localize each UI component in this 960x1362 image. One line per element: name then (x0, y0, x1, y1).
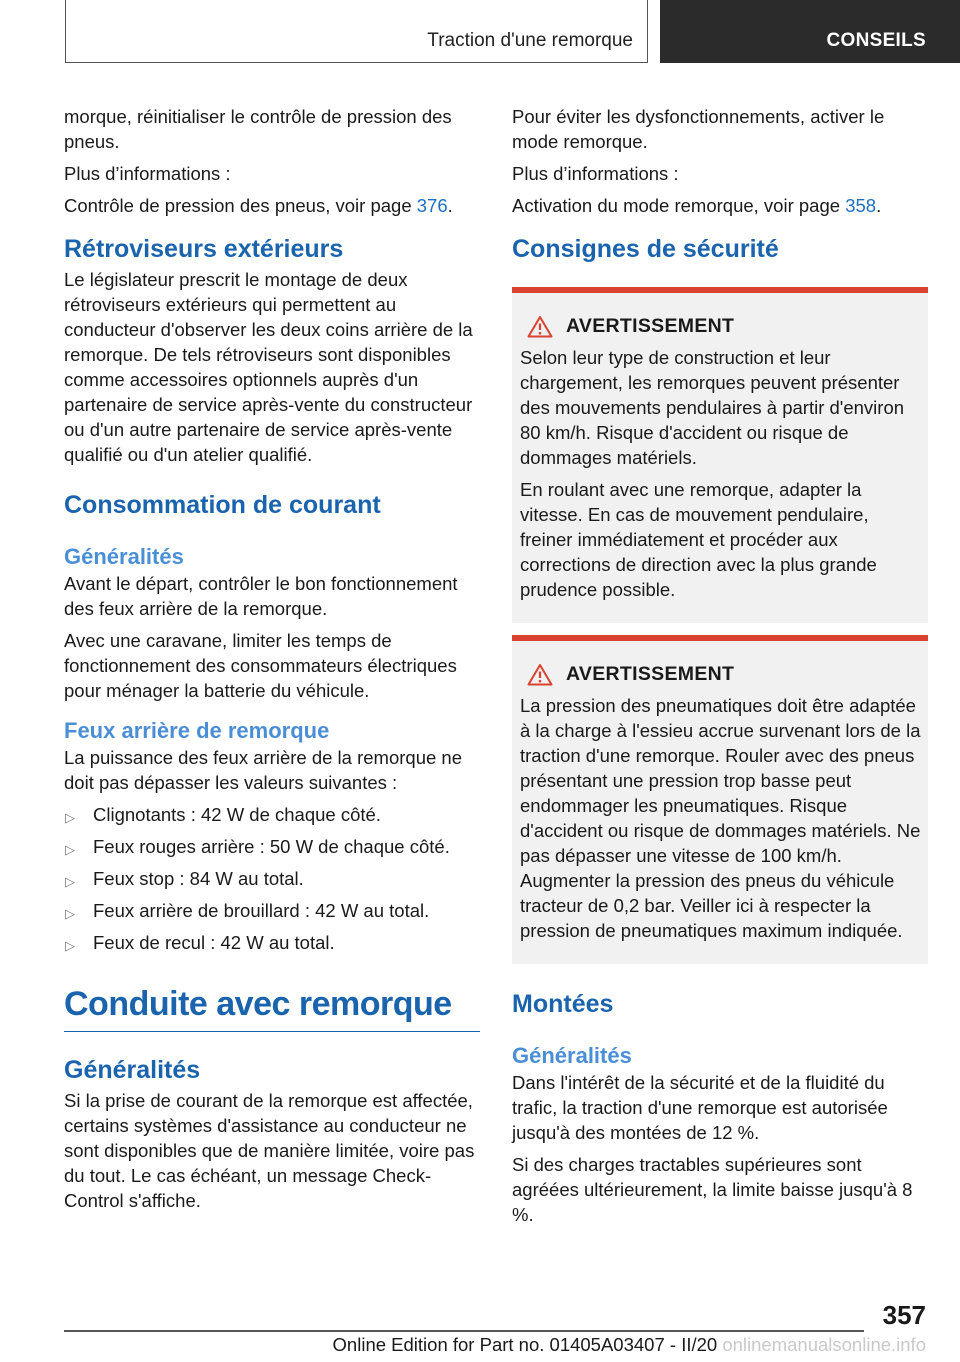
warning-paragraph-1: Selon leur type de construction et leur chargement, les remorques peuvent présenter des mouvements pendulaires à partir d'environ 80 km/h. Risque d'accident ou risque de dommages matériels. (520, 347, 905, 468)
list-item: ▷ Feux arrière de brouillard : 42 W au total. (64, 898, 480, 923)
heading-safety: Consignes de sécurité (512, 235, 779, 263)
triangle-right-icon: ▷ (65, 810, 75, 825)
page-link-376[interactable]: 376 (416, 195, 448, 216)
power-paragraph-1: Avant le départ, contrôler le bon fonctionnement des feux arrière de la remorque. (64, 573, 458, 619)
footer-divider (64, 1330, 864, 1332)
warning-box (512, 635, 928, 964)
warning-paragraph-1: La pression des pneumatiques doit être adaptée à la charge à l'essieu accrue survenant lors de la traction d'une remorque. Rouler avec des pneus présentant une pression trop basse peut endommager les pneumatiques. Risque d'accident ou risque de dommages matériels. Ne pas dépasser une vitesse de 100 km/h. Augmenter la pression des pneus du véhicule tracteur de 0,2 bar. Veiller ici à respecter la pression de pneumatiques maximum indiquée. (520, 695, 921, 941)
warning-paragraph-2: En roulant avec une remorque, adapter la vitesse. En cas de mouvement pendulaire, freiner immédiatement et procéder aux corrections de direction avec la plus grande prudence possible. (520, 479, 877, 600)
running-header (65, 0, 648, 63)
warning-triangle-icon (520, 663, 560, 686)
section-title: Traction d'une remorque (427, 30, 633, 51)
lights-list (64, 802, 480, 955)
chapter-label: CONSEILS (826, 30, 926, 51)
list-item: ▷ Clignotants : 42 W de chaque côté. (64, 802, 480, 827)
triangle-right-icon: ▷ (65, 906, 75, 921)
climb-paragraph-2: Si des charges tractables supérieures sont agréées ultérieurement, la limite baisse jusqu'à 8 %. (512, 1154, 913, 1225)
subheading-climbs-general: Généralités (512, 1043, 632, 1068)
chapter-tab (660, 0, 960, 63)
page-number: 357 (882, 1300, 926, 1330)
right-column (512, 104, 928, 1234)
driving-paragraph: Si la prise de courant de la remorque est affectée, certains systèmes d'assistance au conducteur ne sont disponibles que de manière limitée, voire pas du tout. Le cas échéant, un message Check-Control s'affiche. (64, 1090, 475, 1211)
power-paragraph-2: Avec une caravane, limiter les temps de fonctionnement des consommateurs électriques pour ménager la batterie du véhicule. (64, 630, 457, 701)
list-item: ▷ Feux stop : 84 W au total. (64, 866, 480, 891)
heading-driving-with-trailer: Conduite avec remorque (64, 985, 452, 1023)
list-item: ▷ Feux de recul : 42 W au total. (64, 930, 480, 955)
list-item: ▷ Feux rouges arrière : 50 W de chaque côté. (64, 834, 480, 859)
watermark: onlinemanualsonline.info (717, 1334, 926, 1355)
intro-paragraph: Pour éviter les dysfonctionnements, activer le mode remorque. (512, 106, 885, 152)
warning-header (520, 663, 922, 686)
mirrors-paragraph: Le législateur prescrit le montage de deux rétroviseurs extérieurs qui permettent au conducteur d'observer les deux coins arrière de la remorque. De tels rétroviseurs sont disponibles comme accessoires optionnels auprès d'un partenaire de service après-vente du constructeur ou d'un autre partenaire de service après-vente qualifié ou d'un atelier qualifié. (64, 269, 473, 465)
triangle-right-icon: ▷ (65, 842, 75, 857)
warning-title: AVERTISSEMENT (566, 663, 735, 685)
cross-reference: Contrôle de pression des pneus, voir page 376. (64, 195, 453, 216)
warning-header (520, 315, 922, 338)
triangle-right-icon: ▷ (65, 874, 75, 889)
page-link-358[interactable]: 358 (845, 195, 877, 216)
heading-power-consumption: Consommation de courant (64, 491, 381, 519)
intro-paragraph: morque, réinitialiser le contrôle de pression des pneus. (64, 106, 452, 152)
cross-reference: Activation du mode remorque, voir page 358. (512, 195, 882, 216)
warning-box (512, 287, 928, 623)
subheading-trailer-lights: Feux arrière de remorque (64, 718, 330, 743)
subheading-driving-general: Généralités (64, 1056, 201, 1084)
triangle-right-icon: ▷ (65, 938, 75, 953)
left-column (64, 104, 480, 1220)
edition-line: Online Edition for Part no. 01405A03407 - II/20 onlinemanualsonline.info (332, 1334, 926, 1355)
climb-paragraph-1: Dans l'intérêt de la sécurité et de la fluidité du trafic, la traction d'une remorque est autorisée jusqu'à des montées de 12 %. (512, 1072, 888, 1143)
chapter-heading-block (64, 983, 480, 1032)
lights-paragraph: La puissance des feux arrière de la remorque ne doit pas dépasser les valeurs suivantes : (64, 747, 462, 793)
more-info-label: Plus d’informations : (512, 163, 679, 184)
subheading-general: Généralités (64, 544, 184, 569)
more-info-label: Plus d’informations : (64, 163, 231, 184)
warning-triangle-icon (520, 315, 560, 338)
heading-mirrors: Rétroviseurs extérieurs (64, 235, 344, 263)
warning-title: AVERTISSEMENT (566, 315, 735, 337)
heading-climbs: Montées (512, 990, 614, 1018)
